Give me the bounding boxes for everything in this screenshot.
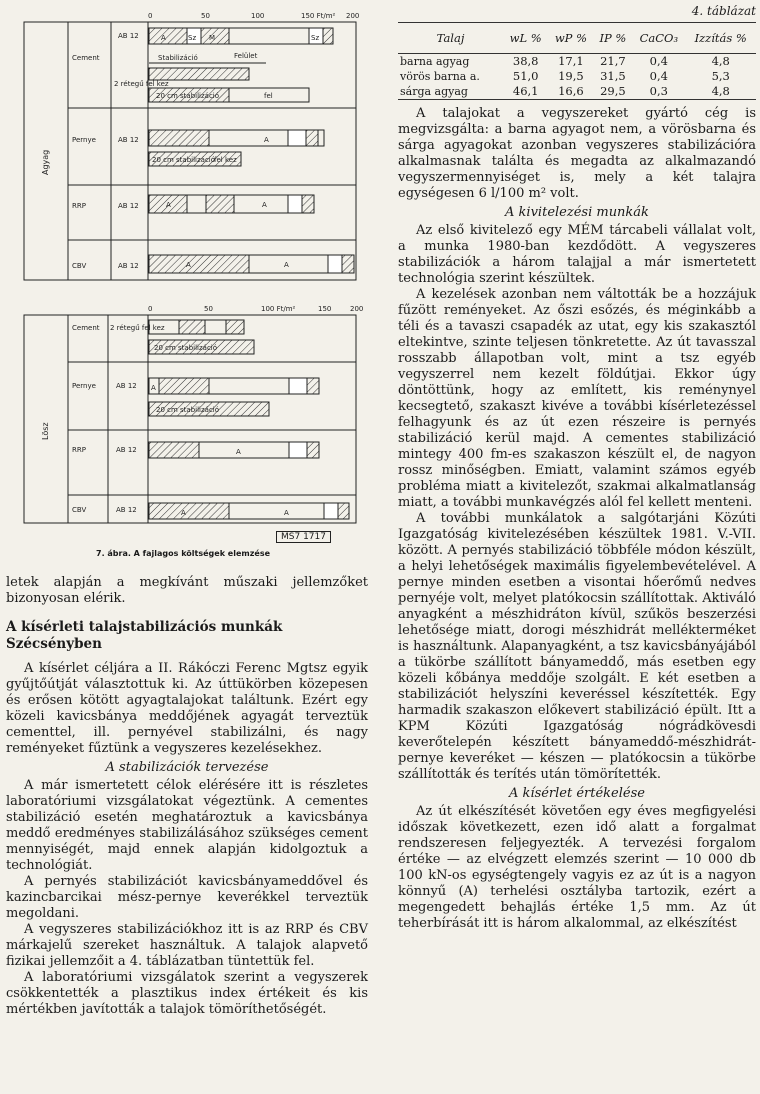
- right-column: [398, 0, 756, 932]
- table-row: [398, 84, 756, 100]
- top-tick-100: 100: [251, 12, 265, 20]
- table-header-row: [398, 23, 756, 54]
- cell-wp: 16,6: [558, 84, 584, 98]
- subheading-design: A stabilizációk tervezése: [105, 760, 269, 775]
- group-cement: Cement: [72, 54, 100, 62]
- figure-caption: 7. ábra. A fajlagos költségek elemzése: [96, 549, 271, 558]
- seg-sz2: Sz: [311, 34, 320, 42]
- top-tick-50: 50: [201, 12, 210, 20]
- seg-a-cbv: A: [186, 261, 191, 269]
- left-column: [6, 0, 368, 1018]
- cost-bar-diagram: [6, 0, 368, 545]
- method-rrp-ab12: AB 12: [118, 202, 139, 210]
- table-number: 4. táblázat: [691, 4, 756, 18]
- cell-wp: 19,5: [558, 69, 584, 83]
- method-pernye-ab12: AB 12: [118, 136, 139, 144]
- bottom-tick-100: 100 Ft/m²: [261, 305, 296, 313]
- left-paragraph-1: letek alapján a megkívánt műszaki jellemzőket bizonyosan elérik.: [6, 575, 368, 606]
- left-paragraph-3: A már ismertetett célok elérésére itt is részletes laboratóriumi vizsgálatokat végeztünk. A cementes stabilizáció esetén meghatároztuk a kavicsbánya meddő eredményes stabilizálásához szükséges cement mennyiségét, majd ennek alapján kidolgoztuk a technológiát.: [6, 778, 368, 873]
- seg-a2-cbv-b: A: [284, 509, 289, 517]
- cell-wl: 38,8: [512, 54, 539, 68]
- cell-caco3: 0,4: [649, 69, 668, 83]
- cell-izzitas: 5,3: [711, 69, 730, 83]
- cell-caco3: 0,3: [649, 84, 668, 98]
- left-paragraph-2: A kísérlet céljára a II. Rákóczi Ferenc Mgtsz egyik gyűjtőútját választottuk ki. Az úttükörben közepesen és erősen kötött agyagtalajokat találtunk. Ezért egy közeli kavicsbánya meddőjének agyagát terveztük cementtel, ill. pernyével stabilizálni, és nagy reményeket fűztünk a vegyszeres kezelésekhez.: [6, 661, 368, 756]
- bar-pernye-b: [149, 378, 319, 416]
- bar-pernye-ab12: [149, 130, 324, 166]
- table-row: [398, 69, 756, 84]
- bar-rrp-b: [149, 442, 319, 458]
- bar-cbv-ab12: [149, 255, 354, 273]
- group-cement-b: Cement: [72, 324, 100, 332]
- cell-ip: 29,5: [600, 84, 626, 98]
- annot-felulet: Felület: [234, 52, 258, 60]
- group-pernye-b: Pernye: [72, 382, 96, 390]
- soil-properties-table: [398, 22, 756, 100]
- seg-a: A: [161, 34, 166, 42]
- group-pernye: Pernye: [72, 136, 96, 144]
- seg-m: M: [209, 34, 216, 42]
- cell-ip: 31,5: [600, 69, 626, 83]
- bar-rrp-ab12: [149, 195, 314, 213]
- method-cement-2retegu: 2 rétegű fel kez: [114, 80, 169, 88]
- top-tick-200: 200: [346, 12, 360, 20]
- method-cbv-b: AB 12: [116, 506, 137, 514]
- table-row: [398, 54, 756, 70]
- header-caco3: CaCO₃: [632, 23, 685, 54]
- bottom-tick-200: 200: [350, 305, 364, 313]
- figure-code: MS7 1717: [276, 531, 331, 543]
- seg-a-pernye: A: [264, 136, 269, 144]
- method-cement-ab12: AB 12: [118, 32, 139, 40]
- cell-talaj: sárga agyag: [400, 85, 468, 98]
- annot-stabilizacio: Stabilizáció: [158, 54, 198, 62]
- cell-wl: 51,0: [512, 69, 539, 83]
- soil-label-losz: Lösz: [41, 422, 50, 440]
- group-cbv-b: CBV: [72, 506, 87, 514]
- bar-cbv-b: [149, 503, 349, 519]
- header-ip: IP %: [594, 23, 633, 54]
- header-izzitas: Izzítás %: [685, 23, 756, 54]
- method-cbv-ab12: AB 12: [118, 262, 139, 270]
- bar-cement-2retegu: [149, 68, 309, 102]
- soil-label-agyag: Agyag: [41, 149, 50, 175]
- top-tick-0: 0: [148, 12, 153, 20]
- group-rrp-b: RRP: [72, 446, 86, 454]
- right-paragraph-1: A talajokat a vegyszereket gyártó cég is megvizsgálta: a barna agyagot nem, a vörösbarna és sárga agyagokat azonban vegyszeres stabilizációra alkalmasnak találta és megadta az alkalmazandó vegyszermennyiséget is, mely a két talajra egységesen 6 l/100 m² volt.: [398, 106, 756, 201]
- right-paragraph-5: Az út elkészítését követően egy éves megfigyelési időszak következett, ezen idő alatt a forgalmat rendszeresen feljegyezték. A tervezési forgalom értéke — az elvégzett elemzés szerint — 10 000 db 100 kN-os egységtengely vagyis ez az út is a nagyon könnyű (A) terhelési osztályba tartozik, ezért a megengedett behajlás értéke 1,5 mm. Az út teherbírását itt is három alkalommal, az elkészítést: [398, 804, 756, 931]
- seg-a-pernye-b: A: [151, 384, 156, 392]
- seg-stab20-pernye: 20 cm stabilizáció: [152, 156, 216, 164]
- seg-felkez-pernye: fel kez: [214, 156, 237, 164]
- cell-talaj: vörös barna a.: [400, 70, 480, 83]
- seg-a-rrp: A: [166, 201, 171, 209]
- right-paragraph-3: A kezelések azonban nem váltották be a hozzájuk fűzött reményeket. Az őszi esőzés, és méginkább a téli és a tavaszi csapadék az utat, egy kis szakasztól eltekintve, szinte teljesen tönkretette. Az út tavasszal rosszabb állapotban volt, mint a tsz egyéb vegyszerrel nem kezelt földútjai. Ekkor úgy döntöttünk, hogy az említett, kis reménynyel kecsegtető, szakaszt kivéve a további kísérletezéssel felhagyunk és az út ezen részeire is pernyés stabilizáció kerül majd. A cementes stabilizáció mintegy 400 fm-es szakaszon készült el, de nagyon rossz minőségben. Emiatt, valamint számos egyéb probléma miatt a kivitelezőt, szakmai alkalmatlanság miatt, a további munkavégzés alól fel kellett menteni.: [398, 287, 756, 510]
- seg-stab20-cement-b: 20 cm stabilizáció: [154, 344, 218, 352]
- seg-stab20-pernye-b: 20 cm stabilizáció: [156, 406, 220, 414]
- bottom-tick-0: 0: [148, 305, 153, 313]
- bar-cement-ab12: [149, 28, 333, 44]
- bottom-tick-150: 150: [318, 305, 332, 313]
- cell-izzitas: 4,8: [711, 84, 730, 98]
- cell-izzitas: 4,8: [711, 54, 730, 68]
- top-tick-150: 150 Ft/m²: [301, 12, 336, 20]
- seg-fel: fel: [264, 92, 273, 100]
- header-talaj: Talaj: [398, 23, 503, 54]
- seg-stab20-top: 20 cm stabilizáció: [156, 92, 220, 100]
- seg-a-cbv-b: A: [181, 509, 186, 517]
- right-paragraph-4: A további munkálatok a salgótarjáni Közúti Igazgatóság kivitelezésében készültek 1981. V.-VII. között. A pernyés stabilizáció többféle módon készült, a helyi lehetőségek maximális figyelembevételével. A pernye minden esetben a visontai hőerőmű nedves pernyéje volt, melyet platókocsin szállítottak. Aktiváló anyagként a mészhidráton kívül, szűkös beszerzési lehetősége miatt, dorogi mészhidrát mellékterméket is használtunk. Alapanyagként, a tsz kavicsbányájából a tükörbe szállított bányameddő, más esetben egy közeli kőbánya meddője szolgált. E két esetben a stabilizációt helyszíni keveréssel készítették. Egy harmadik szakaszon előkevert stabilizáció épült. Itt a KPM Közúti Igazgatóság nógrádkövesdi keverőtelepén készített bányameddő-mészhidrát-pernye keveréket — készen — platókocsin a tükörbe szállították és terítés után tömörítették.: [398, 511, 756, 782]
- header-wl: wL %: [503, 23, 548, 54]
- cell-caco3: 0,4: [649, 54, 668, 68]
- seg-a-rrp-b: A: [236, 448, 241, 456]
- method-rrp-b: AB 12: [116, 446, 137, 454]
- left-paragraph-6: A laboratóriumi vizsgálatok szerint a vegyszerek csökkentették a plasztikus index értékeit és kis mértékben javították a talajok tömöríthetőségét.: [6, 970, 368, 1017]
- left-paragraph-4: A pernyés stabilizációt kavicsbányameddővel és kazincbarcikai mész-pernye keverékkel terveztük megoldani.: [6, 874, 368, 921]
- right-paragraph-2: Az első kivitelező egy MÉM tárcabeli vállalat volt, a munka 1980-ban kezdődött. A vegyszeres stabilizációk a három talajjal a már ismertetett technológia szerint készültek.: [398, 223, 756, 286]
- group-cbv: CBV: [72, 262, 87, 270]
- cell-wl: 46,1: [512, 84, 539, 98]
- left-paragraph-5: A vegyszeres stabilizációkhoz itt is az RRP és CBV márkajelű szereket használtuk. A talajok alapvető fizikai jellemzőit a 4. táblázatban tüntettük fel.: [6, 922, 368, 969]
- cell-talaj: barna agyag: [400, 55, 470, 68]
- cell-wp: 17,1: [558, 54, 584, 68]
- cost-analysis-figure: [6, 0, 368, 575]
- seg-a2-cbv: A: [284, 261, 289, 269]
- seg-sz: Sz: [188, 34, 197, 42]
- header-wp: wP %: [548, 23, 593, 54]
- method-pernye-b: AB 12: [116, 382, 137, 390]
- bottom-tick-50: 50: [204, 305, 213, 313]
- group-rrp: RRP: [72, 202, 86, 210]
- method-cement-b: 2 rétegű fel kez: [110, 324, 165, 332]
- subheading-execution: A kivitelezési munkák: [505, 205, 649, 220]
- section-heading-main: A kísérleti talajstabilizációs munkák Szécsényben: [6, 619, 283, 652]
- bar-cement-b: [149, 320, 254, 354]
- cell-ip: 21,7: [600, 54, 626, 68]
- subheading-evaluation: A kísérlet értékelése: [509, 786, 645, 801]
- seg-a2-rrp: A: [262, 201, 267, 209]
